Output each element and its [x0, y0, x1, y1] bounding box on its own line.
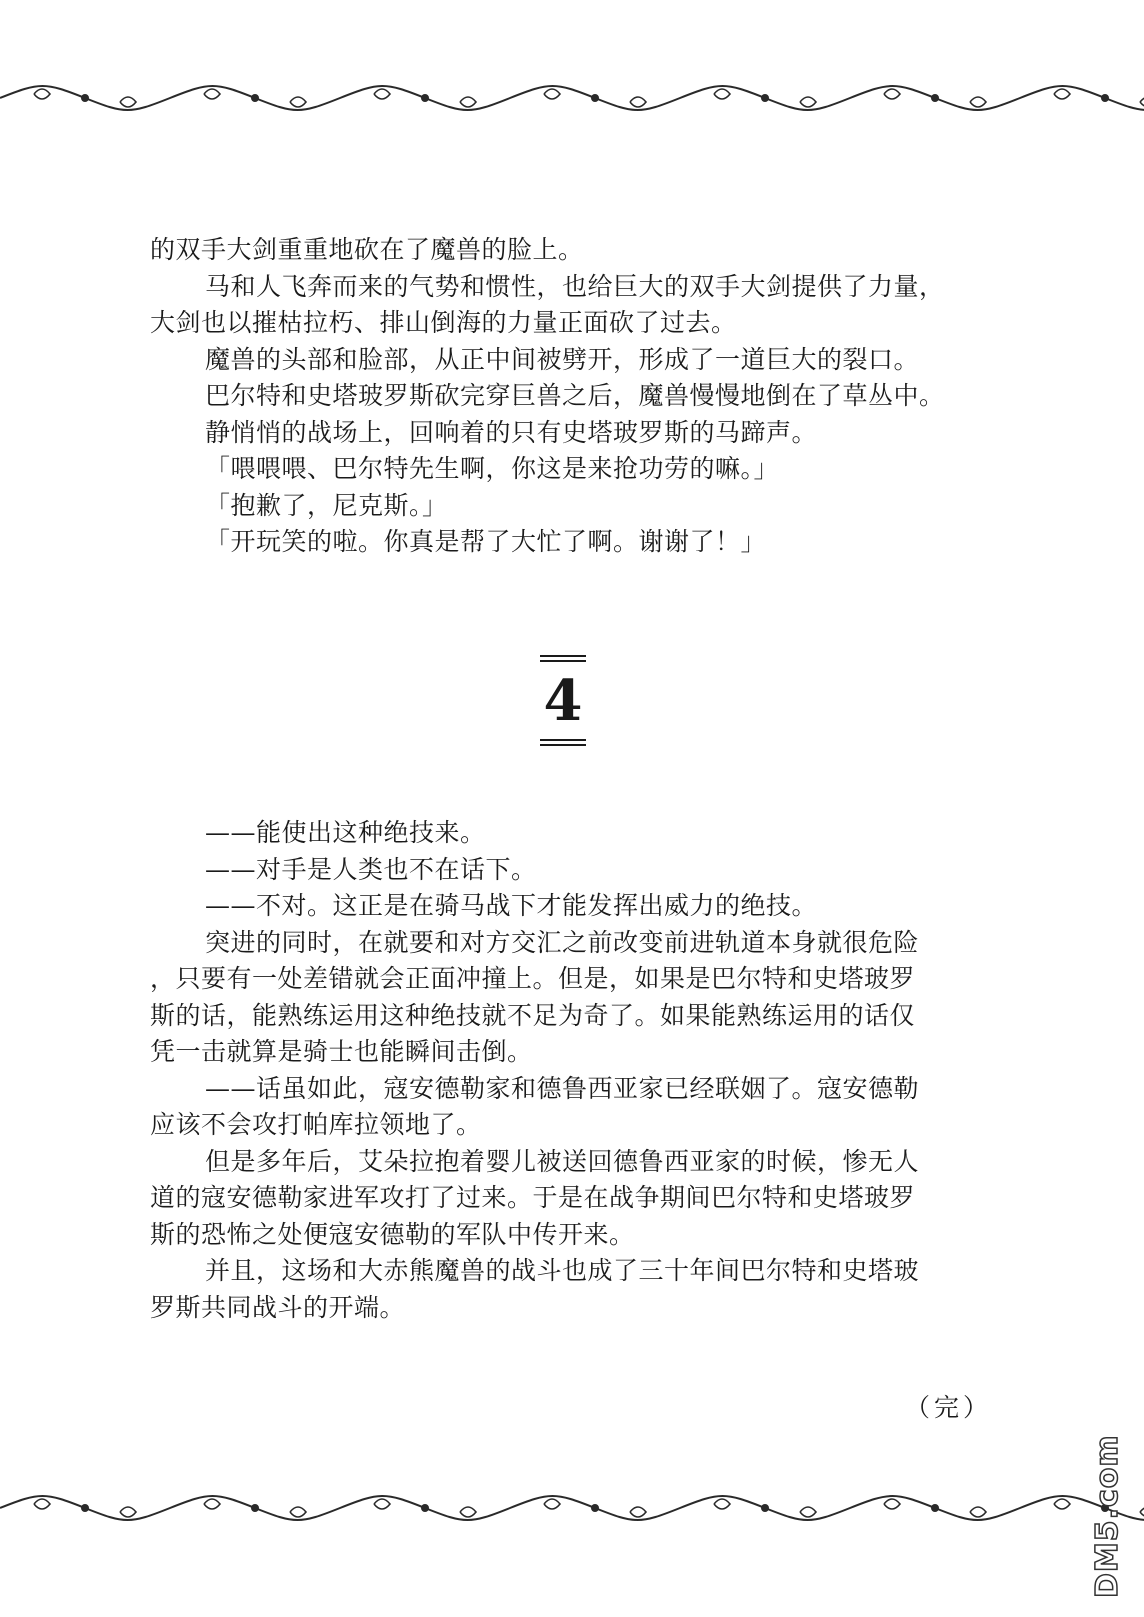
ornament-curl: [204, 1499, 220, 1509]
ornament-curl: [1054, 89, 1070, 99]
paragraph-line: ——能使出这种绝技来。: [205, 818, 486, 847]
paragraph-line: 静悄悄的战场上，回响着的只有史塔玻罗斯的马蹄声。: [205, 417, 818, 447]
ornament-curl: [460, 97, 476, 107]
ornament-curl: [290, 1507, 306, 1517]
ornament-curl: [800, 97, 816, 107]
paragraph-line: 巴尔特和史塔玻罗斯砍完穿巨兽之后，魔兽慢慢地倒在了草丛中。: [205, 381, 945, 410]
ornament-dot: [592, 1505, 598, 1511]
ornament-dot: [932, 1505, 938, 1511]
end-mark: （完）: [905, 1393, 993, 1422]
paragraph-line: 大剑也以摧枯拉朽、排山倒海的力量正面砍了过去。: [150, 308, 737, 337]
paragraph-line: 「开玩笑的啦。你真是帮了大忙了啊。谢谢了！」: [205, 527, 767, 556]
ornament-dot: [422, 1505, 428, 1511]
paragraph-line: 斯的话，能熟练运用这种绝技就不足为奇了。如果能熟练运用的话仅: [150, 1000, 916, 1030]
ornament-dot: [762, 1505, 768, 1511]
ornament-dot: [592, 95, 598, 101]
ornament-curl: [630, 97, 646, 107]
paragraph-line: 马和人飞奔而来的气势和惯性，也给巨大的双手大剑提供了力量，: [205, 271, 945, 301]
ornament-dot: [82, 95, 88, 101]
paragraph-line: ——对手是人类也不在话下。: [205, 854, 537, 884]
paragraph-line: ，只要有一处差错就会正面冲撞上。但是，如果是巴尔特和史塔玻罗: [150, 964, 916, 993]
ornament-dot: [932, 95, 938, 101]
paragraph-line: 并且，这场和大赤熊魔兽的战斗也成了三十年间巴尔特和史塔玻: [205, 1256, 920, 1285]
paragraph-line: 应该不会攻打帕库拉领地了。: [150, 1110, 482, 1139]
paragraph-line: 突进的同时，在就要和对方交汇之前改变前进轨道本身就很危险: [205, 927, 920, 957]
ornament-wave: [0, 1496, 1144, 1520]
paragraph-line: 但是多年后，艾朵拉抱着婴儿被送回德鲁西亚家的时候，惨无人: [205, 1146, 920, 1176]
paragraph-line: 凭一击就算是骑士也能瞬间击倒。: [150, 1037, 533, 1066]
ornament-curl: [120, 97, 136, 107]
ornament-wave: [0, 86, 1144, 110]
svg-text:DM5.com: DM5.com: [1090, 1434, 1125, 1598]
text-section-top: [150, 232, 980, 561]
ornament-dot: [1102, 95, 1108, 101]
ornament-curl: [460, 1507, 476, 1517]
paragraph-line: 魔兽的头部和脸部，从正中间被劈开，形成了一道巨大的裂口。: [205, 344, 920, 374]
text-section-bottom: [150, 815, 980, 1326]
ornament-curl: [34, 1499, 50, 1509]
paragraph-line: 斯的恐怖之处便寇安德勒的军队中传开来。: [150, 1219, 635, 1249]
ornament-curl: [714, 89, 730, 99]
ornament-curl: [374, 89, 390, 99]
paragraph-line: ——话虽如此，寇安德勒家和德鲁西亚家已经联姻了。寇安德勒: [205, 1073, 920, 1103]
ornament-curl: [970, 1507, 986, 1517]
ornament-curl: [34, 89, 50, 99]
ornament-dot: [252, 95, 258, 101]
ornament-curl: [204, 89, 220, 99]
ornament-curl: [120, 1507, 136, 1517]
watermark-logo: [1065, 1420, 1140, 1600]
ornament-dot: [762, 95, 768, 101]
paragraph-line: 道的寇安德勒家进军攻打了过来。于是在战争期间巴尔特和史塔玻罗: [150, 1183, 916, 1212]
chapter-number: 4: [543, 668, 583, 734]
chapter-heading: [540, 655, 606, 755]
paragraph-line: 的双手大剑重重地砍在了魔兽的脸上。: [150, 235, 584, 264]
ornament-curl: [714, 1499, 730, 1509]
ornament-curl: [374, 1499, 390, 1509]
paragraph-line: 罗斯共同战斗的开端。: [150, 1292, 406, 1322]
ornament-curl: [544, 1499, 560, 1509]
ornament-curl: [544, 89, 560, 99]
top-ornament-border: [0, 68, 1144, 128]
ornament-curl: [1140, 1507, 1144, 1517]
paragraph-line: 「抱歉了，尼克斯。」: [205, 490, 448, 520]
ornament-curl: [290, 97, 306, 107]
paragraph-line: 「喂喂喂、巴尔特先生啊，你这是来抢功劳的嘛。」: [205, 454, 780, 483]
bottom-ornament-border: [0, 1478, 1144, 1538]
ornament-curl: [970, 97, 986, 107]
ornament-dot: [422, 95, 428, 101]
ornament-curl: [884, 1499, 900, 1509]
ornament-dot: [82, 1505, 88, 1511]
ornament-curl: [630, 1507, 646, 1517]
ornament-dot: [252, 1505, 258, 1511]
paragraph-line: ——不对。这正是在骑马战下才能发挥出威力的绝技。: [205, 891, 818, 920]
ornament-curl: [800, 1507, 816, 1517]
ornament-curl: [1140, 97, 1144, 107]
ornament-curl: [884, 89, 900, 99]
